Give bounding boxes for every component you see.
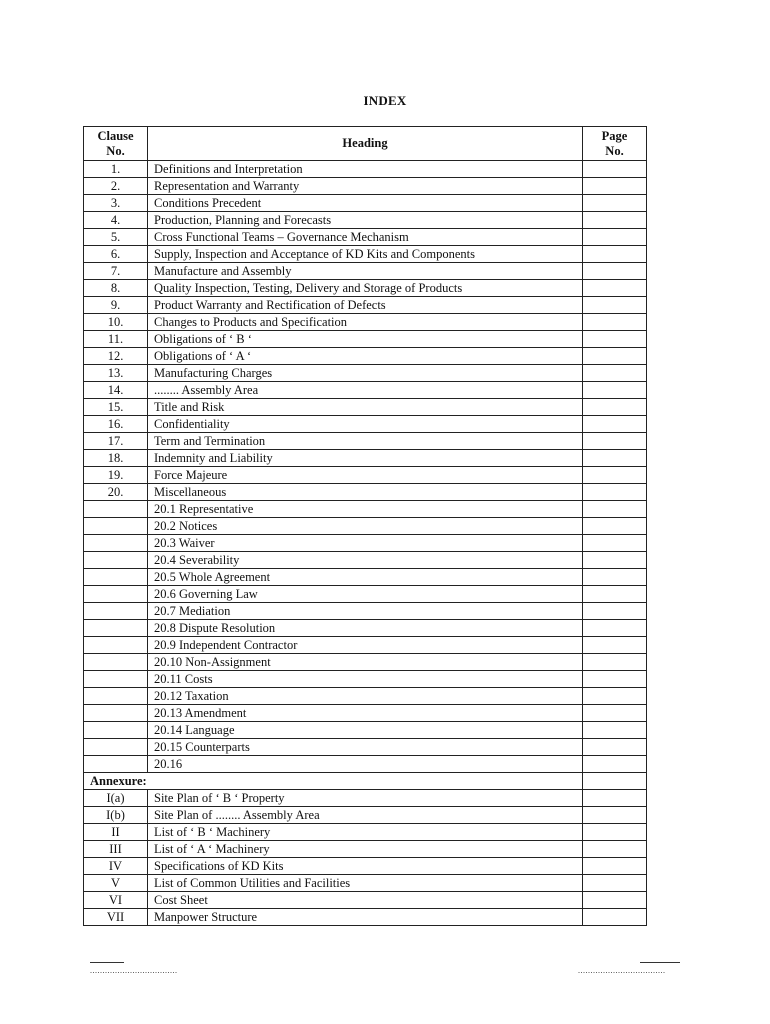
clause-number: IV	[84, 858, 148, 875]
annexure-row	[84, 790, 647, 807]
clause-number: 15.	[84, 399, 148, 416]
clause-row	[84, 212, 647, 229]
clause-heading: 20.12 Taxation	[148, 688, 583, 705]
clause-number: 6.	[84, 246, 148, 263]
clause-heading: List of ‘ B ‘ Machinery	[148, 824, 583, 841]
page-number	[583, 773, 647, 790]
subclause-row	[84, 671, 647, 688]
clause-number	[84, 688, 148, 705]
clause-heading: Confidentiality	[148, 416, 583, 433]
clause-heading: Term and Termination	[148, 433, 583, 450]
page-number	[583, 467, 647, 484]
clause-heading: 20.16	[148, 756, 583, 773]
page-number	[583, 518, 647, 535]
clause-heading: Manufacture and Assembly	[148, 263, 583, 280]
annexure-row	[84, 892, 647, 909]
page-number	[583, 263, 647, 280]
clause-heading: Manufacturing Charges	[148, 365, 583, 382]
page-number	[583, 297, 647, 314]
clause-row	[84, 178, 647, 195]
subclause-row	[84, 552, 647, 569]
subclause-row	[84, 722, 647, 739]
clause-row	[84, 365, 647, 382]
subclause-row	[84, 688, 647, 705]
page-number	[583, 688, 647, 705]
page-number	[583, 331, 647, 348]
page-number	[583, 195, 647, 212]
clause-number	[84, 756, 148, 773]
page-number	[583, 620, 647, 637]
clause-heading: Production, Planning and Forecasts	[148, 212, 583, 229]
clause-number	[84, 722, 148, 739]
clause-number	[84, 535, 148, 552]
page-number	[583, 807, 647, 824]
clause-heading: 20.3 Waiver	[148, 535, 583, 552]
clause-number	[84, 569, 148, 586]
table-header-row	[84, 127, 647, 161]
clause-number: 12.	[84, 348, 148, 365]
annexure-header-row	[84, 773, 647, 790]
page-number	[583, 569, 647, 586]
page-number	[583, 722, 647, 739]
clause-row	[84, 314, 647, 331]
annexure-row	[84, 841, 647, 858]
clause-row	[84, 416, 647, 433]
clause-row	[84, 246, 647, 263]
clause-number: 18.	[84, 450, 148, 467]
clause-heading: Supply, Inspection and Acceptance of KD Kits and Components	[148, 246, 583, 263]
clause-heading: 20.11 Costs	[148, 671, 583, 688]
subclause-row	[84, 654, 647, 671]
clause-number: 17.	[84, 433, 148, 450]
page-number	[583, 637, 647, 654]
subclause-row	[84, 620, 647, 637]
clause-heading: Title and Risk	[148, 399, 583, 416]
page-number	[583, 314, 647, 331]
clause-heading: Representation and Warranty	[148, 178, 583, 195]
page-number	[583, 399, 647, 416]
clause-row	[84, 280, 647, 297]
clause-heading: Manpower Structure	[148, 909, 583, 926]
clause-row	[84, 229, 647, 246]
page-number	[583, 909, 647, 926]
clause-heading: Cross Functional Teams – Governance Mechanism	[148, 229, 583, 246]
page-no-header: Page No.	[583, 127, 647, 161]
clause-number	[84, 603, 148, 620]
page-number	[583, 212, 647, 229]
page-number	[583, 875, 647, 892]
page-number	[583, 892, 647, 909]
page-number	[583, 178, 647, 195]
page-number	[583, 433, 647, 450]
index-table-body	[84, 161, 647, 926]
heading-header: Heading	[148, 127, 583, 161]
footer-line-left	[90, 962, 124, 963]
subclause-row	[84, 518, 647, 535]
page-number	[583, 484, 647, 501]
page-number	[583, 552, 647, 569]
clause-heading: Miscellaneous	[148, 484, 583, 501]
clause-heading: Definitions and Interpretation	[148, 161, 583, 178]
page-number	[583, 246, 647, 263]
clause-heading: List of Common Utilities and Facilities	[148, 875, 583, 892]
clause-row	[84, 399, 647, 416]
subclause-row	[84, 756, 647, 773]
page-number	[583, 858, 647, 875]
page-number	[583, 739, 647, 756]
page-number	[583, 348, 647, 365]
clause-number	[84, 518, 148, 535]
clause-heading: Indemnity and Liability	[148, 450, 583, 467]
clause-row	[84, 433, 647, 450]
clause-heading: 20.6 Governing Law	[148, 586, 583, 603]
page-number	[583, 501, 647, 518]
annexure-row	[84, 807, 647, 824]
subclause-row	[84, 637, 647, 654]
clause-heading: Product Warranty and Rectification of Defects	[148, 297, 583, 314]
clause-heading: 20.10 Non-Assignment	[148, 654, 583, 671]
subclause-row	[84, 501, 647, 518]
clause-number: 1.	[84, 161, 148, 178]
subclause-row	[84, 739, 647, 756]
clause-heading: 20.15 Counterparts	[148, 739, 583, 756]
clause-row	[84, 161, 647, 178]
index-table	[83, 126, 647, 926]
page-number	[583, 756, 647, 773]
page-number	[583, 654, 647, 671]
clause-heading: List of ‘ A ‘ Machinery	[148, 841, 583, 858]
page-number	[583, 671, 647, 688]
subclause-row	[84, 586, 647, 603]
page-number	[583, 790, 647, 807]
clause-heading: Conditions Precedent	[148, 195, 583, 212]
page-title: INDEX	[363, 93, 407, 108]
page-number	[583, 535, 647, 552]
clause-number: 3.	[84, 195, 148, 212]
clause-row	[84, 263, 647, 280]
clause-row	[84, 195, 647, 212]
clause-no-header: Clause No.	[84, 127, 148, 161]
clause-number	[84, 620, 148, 637]
clause-heading: 20.2 Notices	[148, 518, 583, 535]
annexure-row	[84, 909, 647, 926]
clause-number: VII	[84, 909, 148, 926]
clause-number: 20.	[84, 484, 148, 501]
page-number	[583, 841, 647, 858]
annexure-label: Annexure:	[84, 773, 583, 790]
clause-heading: 20.1 Representative	[148, 501, 583, 518]
clause-heading: Cost Sheet	[148, 892, 583, 909]
clause-heading: 20.4 Severability	[148, 552, 583, 569]
clause-number	[84, 705, 148, 722]
footer-signature-left	[90, 962, 178, 975]
clause-heading: Specifications of KD Kits	[148, 858, 583, 875]
clause-heading: 20.7 Mediation	[148, 603, 583, 620]
clause-number: I(a)	[84, 790, 148, 807]
clause-number: 8.	[84, 280, 148, 297]
clause-number: II	[84, 824, 148, 841]
clause-heading: 20.5 Whole Agreement	[148, 569, 583, 586]
page-number	[583, 824, 647, 841]
subclause-row	[84, 705, 647, 722]
clause-row	[84, 467, 647, 484]
clause-row	[84, 348, 647, 365]
clause-number	[84, 739, 148, 756]
clause-number	[84, 637, 148, 654]
clause-number	[84, 501, 148, 518]
footer-dots-right: ...................................	[578, 966, 666, 975]
page-number	[583, 586, 647, 603]
clause-number: 13.	[84, 365, 148, 382]
clause-heading: Quality Inspection, Testing, Delivery and Storage of Products	[148, 280, 583, 297]
clause-row	[84, 382, 647, 399]
clause-heading: Site Plan of ‘ B ‘ Property	[148, 790, 583, 807]
clause-number: VI	[84, 892, 148, 909]
clause-number: 2.	[84, 178, 148, 195]
clause-number	[84, 654, 148, 671]
clause-number	[84, 586, 148, 603]
clause-number: 5.	[84, 229, 148, 246]
clause-heading: 20.8 Dispute Resolution	[148, 620, 583, 637]
clause-row	[84, 484, 647, 501]
page-number	[583, 229, 647, 246]
clause-number: 11.	[84, 331, 148, 348]
footer-line-right	[640, 962, 680, 963]
clause-number: 10.	[84, 314, 148, 331]
annexure-row	[84, 858, 647, 875]
clause-heading: Site Plan of ........ Assembly Area	[148, 807, 583, 824]
page-number	[583, 603, 647, 620]
clause-heading: Force Majeure	[148, 467, 583, 484]
clause-number	[84, 671, 148, 688]
page-number	[583, 161, 647, 178]
clause-number: 7.	[84, 263, 148, 280]
page-number	[583, 280, 647, 297]
subclause-row	[84, 535, 647, 552]
clause-row	[84, 331, 647, 348]
clause-heading: 20.14 Language	[148, 722, 583, 739]
annexure-row	[84, 824, 647, 841]
clause-row	[84, 297, 647, 314]
clause-heading: 20.13 Amendment	[148, 705, 583, 722]
clause-number	[84, 552, 148, 569]
clause-number: V	[84, 875, 148, 892]
clause-heading: Obligations of ‘ A ‘	[148, 348, 583, 365]
page-number	[583, 365, 647, 382]
clause-row	[84, 450, 647, 467]
clause-heading: Obligations of ‘ B ‘	[148, 331, 583, 348]
page-number	[583, 705, 647, 722]
clause-heading: Changes to Products and Specification	[148, 314, 583, 331]
clause-number: 4.	[84, 212, 148, 229]
page-number	[583, 450, 647, 467]
footer-signature-right	[578, 962, 680, 975]
subclause-row	[84, 569, 647, 586]
clause-number: 19.	[84, 467, 148, 484]
clause-heading: 20.9 Independent Contractor	[148, 637, 583, 654]
clause-number: I(b)	[84, 807, 148, 824]
footer-dots-left: ...................................	[90, 966, 178, 975]
clause-number: 9.	[84, 297, 148, 314]
clause-number: III	[84, 841, 148, 858]
clause-heading: ........ Assembly Area	[148, 382, 583, 399]
clause-number: 14.	[84, 382, 148, 399]
clause-number: 16.	[84, 416, 148, 433]
page-number	[583, 416, 647, 433]
annexure-row	[84, 875, 647, 892]
page-number	[583, 382, 647, 399]
subclause-row	[84, 603, 647, 620]
